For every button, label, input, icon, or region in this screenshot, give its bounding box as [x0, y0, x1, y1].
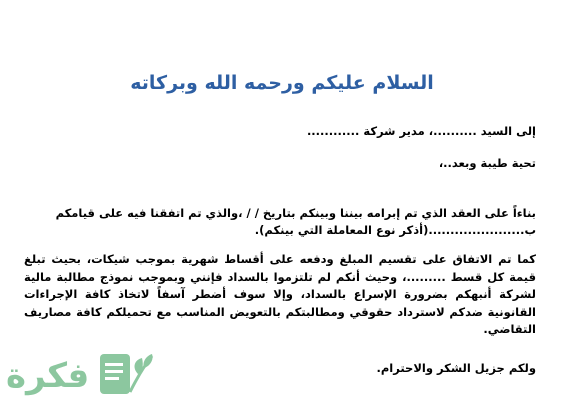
fikra-logo [6, 346, 156, 406]
paragraph-1-line-1: بناءاً على العقد الذي تم إبرامه بيننا وبينكم بتاريخ / / ،والذي تم اتفقنا فيه على قيامكم [55, 206, 536, 220]
closing-line: ولكم جزيل الشكر والاحترام. [376, 361, 536, 375]
paragraph-2: كما تم الاتفاق على تقسيم المبلغ ودفعه على أقساط شهرية بموجب شيكات، بحيث تبلغ قيمة كل قسط .........، وحيث أنكم لم تلتزموا بالسداد فإنني وبموجب نموذج مطالبة مالية لشركة أنبهكم بضرورة الإسراع بالسداد، وإلا سوف أضطر آسفاً لاتخاذ كافة الإجراءات القانونية ضدكم لاسترداد حقوقي ومطالبتكم بالتعويض المناسب مع تحميلكم كافة مصاريف التقاضي. [24, 252, 536, 336]
paragraph-1-line-2: ب......................(أذكر نوع المعاملة التي بينكم). [254, 223, 536, 237]
recipient-line: إلى السيد ..........، مدير شركة ............ [306, 124, 536, 138]
notebook-leaf-icon [94, 346, 156, 406]
salutation-line: تحية طيبة وبعد..، [438, 156, 536, 170]
logo-text: فكرة [6, 356, 90, 396]
letter-greeting-title: السلام عليكم ورحمه الله وبركاته [130, 72, 434, 94]
